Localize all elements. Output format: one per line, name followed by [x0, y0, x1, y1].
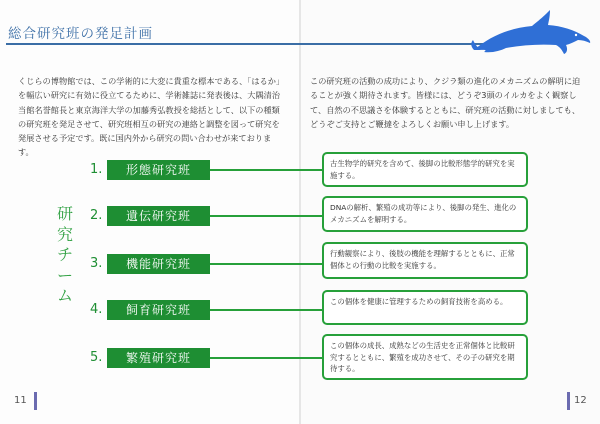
team-description-function: 行動観察により、後肢の機能を理解するとともに、正常個体との行動の比較を実施する。	[322, 242, 528, 279]
team-label-genetics: 遺伝研究班	[107, 206, 210, 226]
team-number: 3.	[90, 256, 103, 271]
section-title: 総合研究班の発足計画	[8, 26, 153, 42]
page-marker-right	[567, 392, 570, 410]
team-description-husbandry: この個体を健康に管理するための飼育技術を高める。	[322, 290, 528, 325]
team-number: 5.	[90, 350, 103, 365]
connector-line	[210, 263, 322, 265]
connector-line	[210, 169, 322, 171]
intro-paragraph-right: この研究班の活動の成功により、クジラ類の進化のメカニズムの解明に迫ることが強く期待されます。皆様には、どうぞ3頭のイルカをよく観察して、自然の不思議さを体験するとともに、研究班の活動に対しましても、どうぞご支持とご鞭撻をよろしくお願い申し上げます。	[310, 76, 581, 129]
team-description-genetics: DNAの解析、繁殖の成功等により、後脚の発生、進化のメカニズムを解明する。	[322, 196, 528, 232]
team-description-morphology: 古生物学的研究を含めて、後脚の比較形態学的研究を実施する。	[322, 152, 528, 187]
page-number-left: 11	[14, 395, 27, 406]
research-team-vertical-label	[52, 204, 78, 307]
team-number: 4.	[90, 302, 103, 317]
vertical-char: 研	[56, 204, 73, 223]
vertical-char: ー	[56, 265, 73, 285]
intro-paragraph-left: くじらの博物館では、この学術的に大変に貴重な標本である、「はるか」を幅広い研究に有効に役立てるために、学術雑誌に発表後は、大隅清治当館名誉館長と東京海洋大学の加藤秀弘教授を総括として、以下の種類の研究班を発足させて、研究班相互の研究の連絡と調整を図って研究を発展させる予定です。既に国内外から研究の問い合わせが来ております。	[18, 76, 281, 158]
vertical-char: チ	[56, 245, 73, 264]
team-label-breeding: 繁殖研究班	[107, 348, 210, 368]
dolphin-icon	[470, 6, 592, 56]
team-number: 1.	[90, 162, 103, 177]
connector-line	[210, 309, 322, 311]
title-underline	[6, 43, 511, 45]
connector-line	[210, 357, 322, 359]
vertical-char: ム	[56, 286, 73, 305]
team-label-function: 機能研究班	[107, 254, 210, 274]
page-number-right: 12	[574, 395, 587, 406]
team-number: 2.	[90, 208, 103, 223]
team-description-breeding: この個体の成長、成熟などの生活史を正常個体と比較研究するとともに、繁殖を成功させて、その子の研究を期待する。	[322, 334, 528, 380]
team-label-husbandry: 飼育研究班	[107, 300, 210, 320]
vertical-char: 究	[56, 224, 73, 244]
connector-line	[210, 215, 322, 217]
page-marker-left	[34, 392, 37, 410]
team-label-morphology: 形態研究班	[107, 160, 210, 180]
